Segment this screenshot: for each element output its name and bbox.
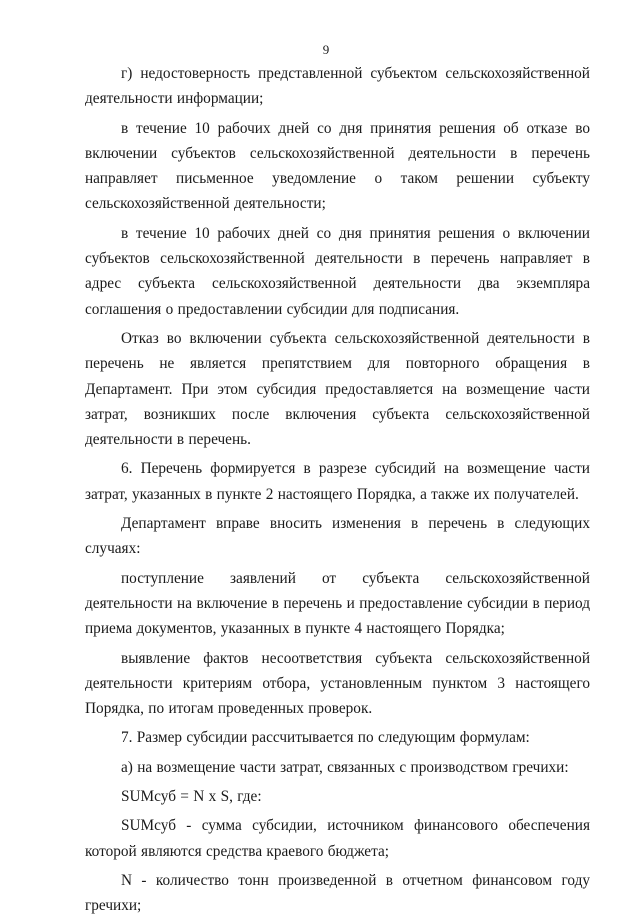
paragraph-list-formation: 6. Перечень формируется в разрезе субсидий на возмещение части затрат, указанных в пункте 2 настоящего Порядка, а также их получателей. <box>85 460 590 503</box>
paragraph-refusal-notice: в течение 10 рабочих дней со дня принятия решения об отказе во включении субъектов сельскохозяйственной деятельности в перечень направляет письменное уведомление о таком решении субъекту сельскохозяйственной деятельности; <box>85 119 590 213</box>
paragraph-applications-received: поступление заявлений от субъекта сельскохозяйственной деятельности на включение в перечень и предоставление субсидии в период приема документов, указанных в пункте 4 настоящего Порядка; <box>85 569 590 638</box>
paragraph-buckwheat-costs: а) на возмещение части затрат, связанных с производством гречихи: <box>121 758 569 776</box>
paragraph-subsidy-formulas: 7. Размер субсидии рассчитывается по следующим формулам: <box>121 729 530 747</box>
paragraph-inaccuracy-reason: г) недостоверность представленной субъектом сельскохозяйственной деятельности информации; <box>85 65 590 108</box>
paragraph-nonconformity-found: выявление фактов несоответствия субъекта сельскохозяйственной деятельности критериям отбора, установленным пунктом 3 настоящего Порядка, по итогам проведенных проверок. <box>85 649 590 718</box>
page-number: 9 <box>322 42 330 57</box>
paragraph-formula: SUMсуб = N x S, где: <box>121 788 262 806</box>
document-body <box>85 61 590 919</box>
paragraph-refusal-not-obstacle: Отказ во включении субъекта сельскохозяйственной деятельности в перечень не является препятствием для повторного обращения в Департамент. При этом субсидия предоставляется на возмещение части затрат, возникших после включения субъекта сельскохозяйственной деятельности в перечень. <box>85 329 590 449</box>
paragraph-list-changes-intro: Департамент вправе вносить изменения в перечень в следующих случаях: <box>85 515 590 558</box>
paragraph-inclusion-agreement: в течение 10 рабочих дней со дня принятия решения о включении субъектов сельскохозяйственной деятельности в перечень направляет в адрес субъекта сельскохозяйственной деятельности два экземпляра соглашения о предоставлении субсидии для подписания. <box>85 224 590 318</box>
paragraph-sum-definition: SUMсуб - сумма субсидии, источником финансового обеспечения которой являются средства краевого бюджета; <box>85 817 590 860</box>
paragraph-n-definition: N - количество тонн произведенной в отчетном финансовом году гречихи; <box>85 871 590 915</box>
